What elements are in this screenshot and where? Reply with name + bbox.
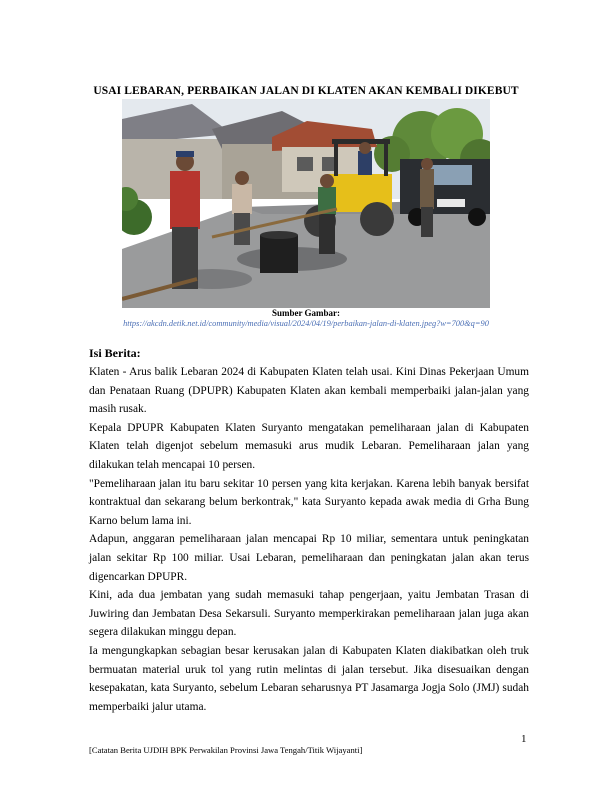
section-heading: Isi Berita: [89, 346, 141, 360]
page-number: 1 [521, 733, 527, 745]
footer-note: [Catatan Berita UJDIH BPK Perwakilan Provinsi Jawa Tengah/Titik Wijayanti] [89, 745, 363, 755]
paragraph: Kepala DPUPR Kabupaten Klaten Suryanto mengatakan pemeliharaan jalan di Kabupaten Klaten telah digenjot sebelum memasuki arus mudik Lebaran. Pemeliharaan jalan yang dilakukan telah mencapai 10 persen. [89, 421, 529, 471]
page-title: USAI LEBARAN, PERBAIKAN JALAN DI KLATEN AKAN KEMBALI DIKEBUT [93, 85, 519, 97]
photo-worker-legs [421, 207, 433, 237]
photo-roller-canopy [332, 139, 390, 144]
photo-worker-shirt [170, 171, 200, 229]
paragraph: "Pemeliharaan jalan itu baru sekitar 10 persen yang kita kerjakan. Karena lebih banyak bersifat kontraktual dan sekarang belum berkontrak," kata Suryanto kepada awak media di Grha Bung Karno belum lama ini. [89, 477, 529, 527]
road-repair-photo [122, 99, 490, 308]
photo-roller-operator-head [359, 142, 371, 154]
photo-worker-head [421, 158, 433, 170]
article-body [89, 363, 529, 716]
image-source-label: Sumber Gambar: [271, 308, 341, 318]
paragraph: Ia mengungkapkan sebagian besar kerusakan jalan di Kabupaten Klaten diakibatkan oleh truk bermuatan material uruk tol yang rutin melintas di jalan tersebut. Jika disesuaikan dengan kesepakatan, kata Suryanto, sebelum Lebaran seharusnya PT Jasamarga Jogja Solo (JMJ) sudah memperbaiki jalur utama. [89, 644, 529, 713]
photo-worker-head [320, 174, 334, 188]
paragraph: Klaten - Arus balik Lebaran 2024 di Kabupaten Klaten telah usai. Kini Dinas Pekerjaan Umum dan Penataan Ruang (DPUPR) Kabupaten Klaten akan kembali memperbaiki jalan-jalan yang masih rusak. [89, 366, 529, 416]
photo-worker [420, 169, 434, 209]
photo-bucket-top [260, 231, 298, 239]
photo-worker [232, 184, 252, 214]
photo-worker-legs [319, 214, 335, 254]
photo-roller-post [384, 143, 388, 176]
photo-worker-head [235, 171, 249, 185]
image-source-url[interactable]: https://akcdn.detik.net.id/community/media/visual/2024/04/19/perbaikan-jalan-di-klaten.jpeg?w=700&q=90 [123, 319, 489, 328]
photo-roller-operator [358, 151, 372, 175]
photo-window [297, 157, 313, 171]
photo-truck-plate [437, 199, 465, 207]
photo-worker-cap [176, 151, 194, 157]
photo-truck-wheel [468, 208, 486, 226]
paragraph: Adapun, anggaran pemeliharaan jalan mencapai Rp 10 miliar, sementara untuk peningkatan jalan sekitar Rp 100 miliar. Usai Lebaran, pemeliharaan dan peningkatan jalan akan terus digencarkan DPUPR. [89, 533, 529, 583]
photo-roller-drum [360, 202, 394, 236]
photo-bucket [260, 235, 298, 273]
photo-roller-post [334, 143, 338, 176]
paragraph: Kini, ada dua jembatan yang sudah memasuki tahap pengerjaan, yaitu Jembatan Trasan di Juwiring dan Jembatan Desa Sekarsuli. Suryanto memperkirakan pemeliharaan jalan juga akan segera dilakukan minggu depan. [89, 589, 529, 639]
